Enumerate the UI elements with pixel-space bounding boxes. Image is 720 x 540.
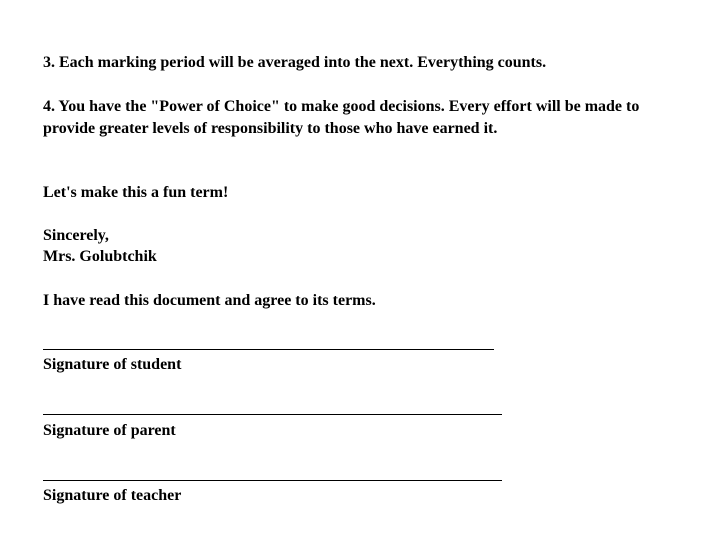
teacher-signature-label: Signature of teacher [43,487,182,504]
parent-signature-line[interactable] [43,414,502,415]
teacher-signature-line[interactable] [43,480,502,481]
student-signature-label: Signature of student [43,356,182,373]
closing-note: Let's make this a fun term! [43,184,229,201]
parent-signature-label: Signature of parent [43,422,176,439]
author-name: Mrs. Golubtchik [43,248,157,265]
item-3-text: 3. Each marking period will be averaged into the next. Everything counts. [43,54,547,71]
student-signature-line[interactable] [43,349,494,350]
agreement-statement: I have read this document and agree to its terms. [43,292,376,309]
item-4-text: 4. You have the "Power of Choice" to make good decisions. Every effort will be made to provide greater levels of responsibility to those who have earned it. [43,98,640,137]
signoff: Sincerely, [43,227,109,244]
